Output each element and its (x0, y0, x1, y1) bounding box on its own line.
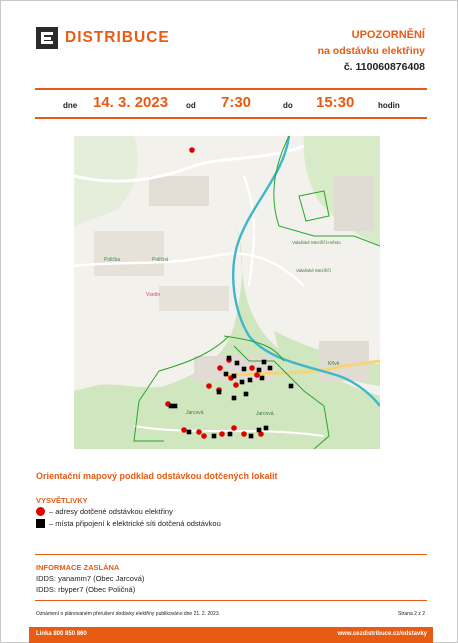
notice-heading (318, 27, 425, 75)
address-dot-marker (249, 365, 255, 371)
connection-square-marker (232, 396, 237, 401)
map-svg (74, 136, 380, 449)
time-from: 7:30 (221, 94, 252, 111)
connection-square-marker (240, 380, 245, 385)
label-hours: hodin (378, 101, 400, 110)
divider-schedule (35, 117, 427, 119)
address-dot-marker (254, 372, 260, 378)
cez-logo-icon (36, 27, 58, 49)
connection-square-marker (232, 374, 237, 379)
connection-square-marker (228, 432, 233, 437)
connection-square-marker (173, 404, 178, 409)
label-valmez: Valašské Meziříčí (296, 268, 331, 273)
address-dot-marker (241, 431, 247, 437)
label-to: do (283, 101, 293, 110)
address-dot-marker (201, 433, 207, 439)
cez-logo (36, 27, 170, 49)
legend-title: VYSVĚTLIVKY (36, 496, 88, 505)
legend-connection-text: – místa připojení k elektrické síti dotčená odstávkou (49, 519, 221, 528)
connection-square-marker (262, 360, 267, 365)
connection-square-marker (169, 404, 174, 409)
address-dot-icon (36, 507, 45, 516)
legend-row-connection (36, 519, 221, 528)
connection-square-marker (242, 367, 247, 372)
divider-top (35, 88, 427, 90)
address-dot-marker (189, 147, 195, 153)
address-dot-marker (196, 429, 202, 435)
info-title: INFORMACE ZASLÁNA (36, 563, 120, 572)
connection-square-marker (187, 430, 192, 435)
address-dot-marker (231, 425, 237, 431)
notice-title: UPOZORNĚNÍ (351, 29, 425, 41)
footer-link[interactable]: www.cezdistribuce.cz/odstavky (337, 631, 427, 637)
connection-square-marker (244, 392, 249, 397)
divider-footnote (35, 600, 427, 601)
label-policna: Poličná (152, 257, 169, 263)
notice-subtitle: na odstávku elektřiny (317, 45, 425, 57)
label-jarcova-east: Jarcová (256, 411, 274, 417)
connection-square-marker (249, 434, 254, 439)
connection-square-marker (264, 426, 269, 431)
info-line-1: IDDS: yanamm7 (Obec Jarcová) (36, 574, 145, 583)
outage-date: 14. 3. 2023 (93, 94, 169, 111)
connection-square-marker (260, 376, 265, 381)
map-caption: Orientační mapový podklad odstávkou dotčených lokalit (36, 471, 278, 481)
address-dot-marker (219, 431, 225, 437)
address-dot-marker (181, 427, 187, 433)
outage-map (74, 136, 380, 449)
footer-bar (29, 627, 433, 643)
label-policka: Polička (104, 257, 121, 263)
connection-square-marker (224, 372, 229, 377)
notice-number: č. 110060876408 (343, 61, 425, 73)
label-day: dne (63, 101, 78, 110)
connection-square-marker (212, 434, 217, 439)
label-krive: Křivé (328, 361, 340, 367)
schedule-line (35, 94, 427, 116)
connection-square-marker (257, 368, 262, 373)
connection-square-marker (257, 428, 262, 433)
logo-text: DISTRIBUCE (65, 29, 170, 46)
label-vsetin: Vsetín (146, 292, 161, 298)
address-dot-marker (206, 383, 212, 389)
connection-square-icon (36, 519, 45, 528)
time-to: 15:30 (316, 94, 355, 111)
connection-square-marker (217, 390, 222, 395)
info-line-2: IDDS: rbyper7 (Obec Poličná) (36, 585, 136, 594)
label-from: od (186, 101, 196, 110)
connection-square-marker (268, 366, 273, 371)
legend-address-text: – adresy dotčené odstávkou elektřiny (49, 507, 173, 516)
publication-note: Oznámení o plánovaném přerušení dodávky elektřiny publikováno dne 21. 2. 2023. (36, 611, 221, 617)
label-valmez-mesto: Valašské Meziříčí-město (292, 240, 341, 245)
connection-square-marker (227, 356, 232, 361)
label-jarcova-west: Jarcová (186, 410, 204, 416)
address-dot-marker (233, 382, 239, 388)
legend-row-address (36, 507, 173, 516)
footer-hotline: Linka 800 850 860 (36, 631, 87, 637)
address-dot-marker (217, 365, 223, 371)
connection-square-marker (289, 384, 294, 389)
connection-square-marker (248, 378, 253, 383)
page-number: Strana 2 z 2 (398, 611, 425, 617)
connection-square-marker (235, 361, 240, 366)
divider-info (35, 554, 427, 555)
